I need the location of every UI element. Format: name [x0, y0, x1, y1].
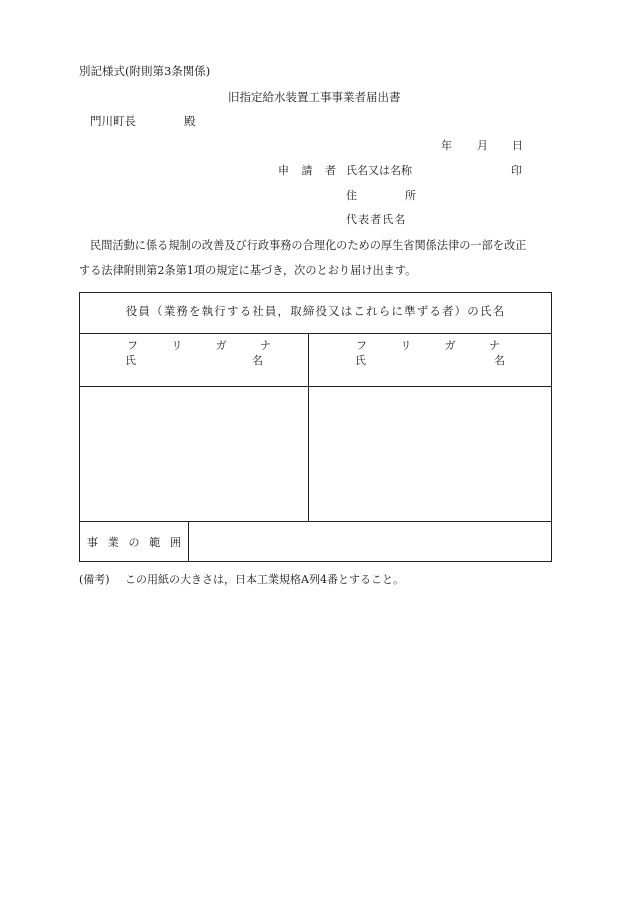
date-month: 月 [477, 139, 488, 152]
table-header: 役員（業務を執行する社員，取締役又はこれらに準ずる者）の氏名 [125, 304, 506, 318]
applicant-label: 申 請 者 [278, 164, 336, 177]
addressee-name: 門川町長 [90, 114, 136, 128]
applicant-representative-label: 代表者氏名 [346, 213, 407, 226]
officer-name-cell-left[interactable] [80, 387, 307, 520]
officer-name-cell-right[interactable] [309, 387, 551, 520]
body-text-line-2: する法律附則第2条第1項の規定に基づき，次のとおり届け出ます。 [79, 264, 417, 277]
name-label-left: 氏 名 [125, 354, 263, 367]
business-scope-value[interactable] [195, 537, 545, 551]
applicant-address-label: 住 所 [346, 189, 416, 202]
applicant-name-label: 氏名又は名称 [346, 164, 412, 177]
table-divider-scope-label [188, 521, 189, 562]
furigana-label-left: フ リ ガ ナ [127, 339, 271, 352]
furigana-label-right: フ リ ガ ナ [356, 339, 500, 352]
business-scope-label: 事 業 の 範 囲 [87, 536, 181, 549]
name-label-right: 氏 名 [355, 354, 505, 367]
table-divider-scope [79, 521, 552, 522]
table-divider-header [79, 333, 552, 334]
note-text: この用紙の大きさは，日本工業規格A列4番とすること。 [125, 573, 404, 586]
applicant-seal: 印 [511, 164, 522, 177]
form-label: 別記様式(附則第3条関係) [79, 64, 211, 78]
date-year: 年 [441, 139, 452, 152]
body-text-line-1: 民間活動に係る規制の改善及び行政事務の合理化のための厚生省関係法律の一部を改正 [90, 239, 527, 252]
document-title: 旧指定給水装置工事事業者届出書 [228, 90, 401, 104]
note-label: (備考) [79, 573, 110, 586]
addressee-honorific: 殿 [184, 114, 196, 128]
date-day: 日 [512, 139, 523, 152]
